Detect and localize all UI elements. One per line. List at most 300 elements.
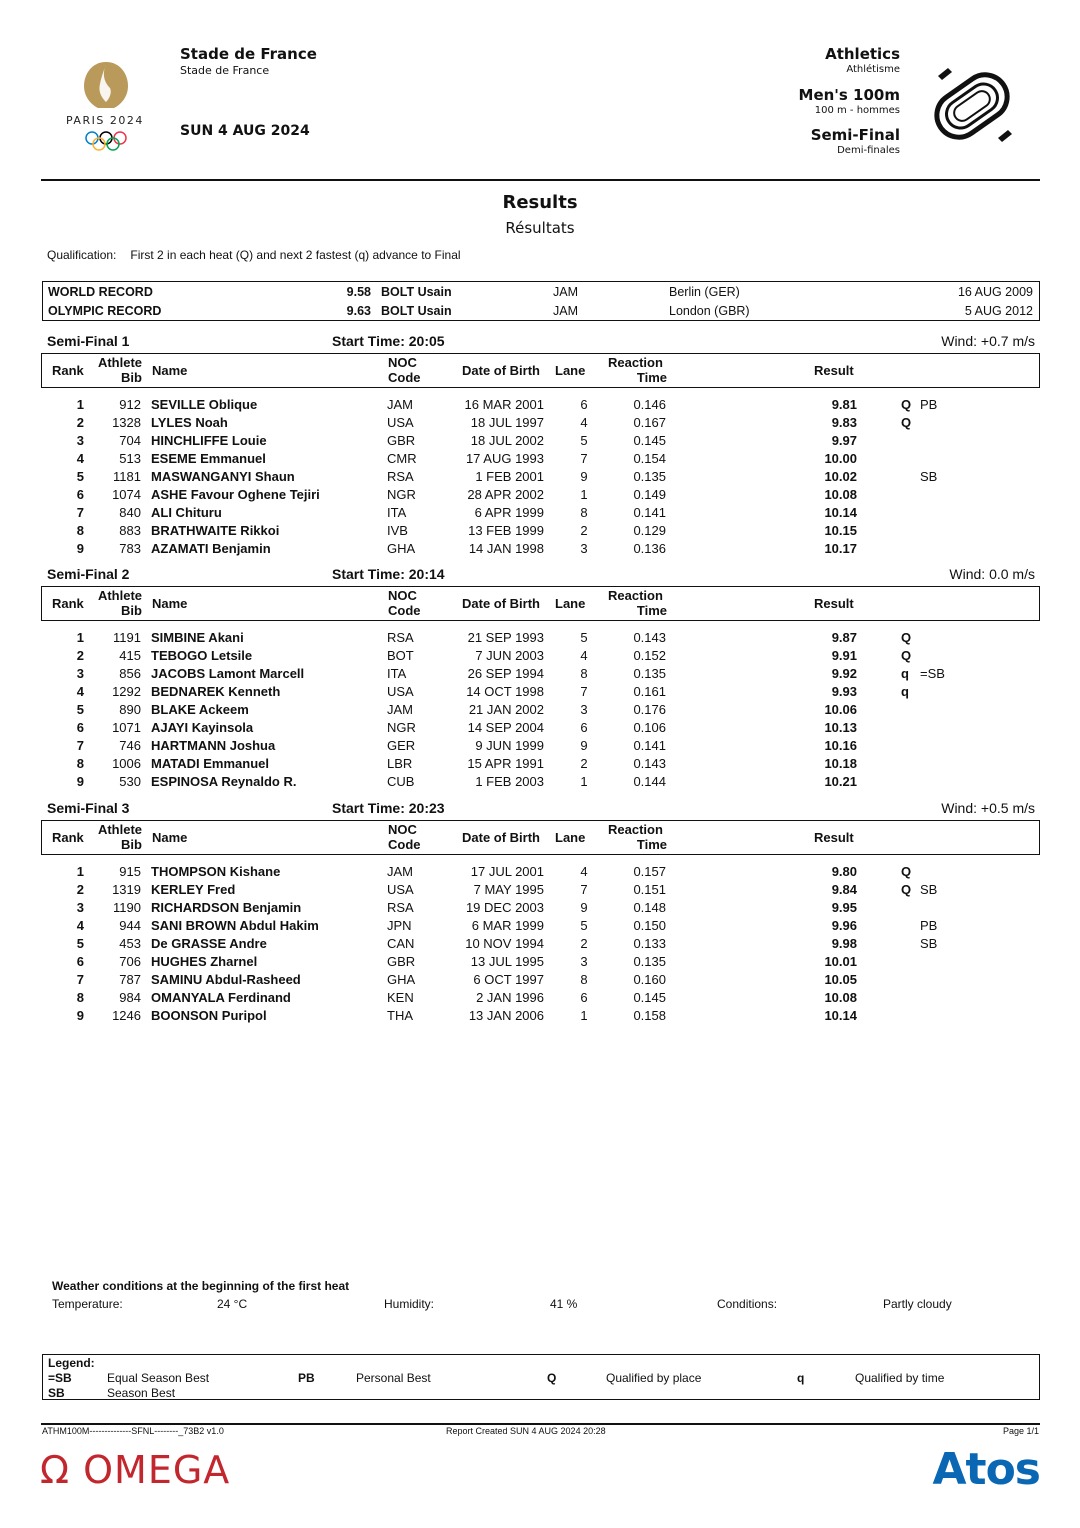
row-reaction: 0.161 — [633, 684, 666, 699]
row-qualification: Q — [901, 397, 912, 412]
row-lane: 3 — [580, 702, 588, 717]
row-noc: CUB — [387, 774, 415, 789]
row-qualification: q — [901, 684, 909, 699]
row-note: SB — [920, 936, 938, 951]
report-created: Report Created SUN 4 AUG 2024 20:28 — [446, 1426, 606, 1436]
row-qualification: Q — [901, 415, 912, 430]
athletics-track-icon — [924, 58, 1020, 154]
row-athlete-name: BLAKE Ackeem — [151, 702, 249, 717]
row-result: 9.87 — [831, 630, 857, 645]
row-rank: 4 — [76, 918, 84, 933]
row-noc: NGR — [387, 487, 416, 502]
row-reaction: 0.148 — [633, 900, 666, 915]
row-athlete-name: SEVILLE Oblique — [151, 397, 258, 412]
row-athlete-name: ALI Chituru — [151, 505, 222, 520]
conditions-value: Partly cloudy — [883, 1297, 952, 1311]
record-holder: BOLT Usain — [381, 285, 452, 299]
venue-subtitle: Stade de France — [180, 64, 270, 77]
row-result: 10.17 — [824, 541, 857, 556]
legend-code: =SB — [48, 1371, 72, 1385]
row-lane: 2 — [580, 523, 588, 538]
row-qualification: Q — [901, 882, 912, 897]
page-number: Page 1/1 — [1002, 1426, 1039, 1436]
col-result: Result — [814, 363, 854, 378]
row-reaction: 0.143 — [633, 756, 666, 771]
row-reaction: 0.135 — [633, 469, 666, 484]
row-athlete-name: MATADI Emmanuel — [151, 756, 269, 771]
legend-desc: Qualified by place — [606, 1371, 702, 1385]
row-athlete-name: TEBOGO Letsile — [151, 648, 253, 663]
row-noc: USA — [387, 882, 414, 897]
row-result: 10.01 — [824, 954, 857, 969]
row-dob: 13 FEB 1999 — [468, 523, 544, 538]
row-noc: JAM — [387, 702, 413, 717]
row-athlete-name: OMANYALA Ferdinand — [151, 990, 291, 1005]
heat-start-time: Start Time: 20:23 — [332, 800, 445, 816]
row-athlete-name: KERLEY Fred — [151, 882, 236, 897]
row-lane: 4 — [580, 648, 588, 663]
row-reaction: 0.160 — [633, 972, 666, 987]
row-lane: 8 — [580, 972, 588, 987]
row-lane: 7 — [580, 451, 588, 466]
row-dob: 16 MAR 2001 — [464, 397, 544, 412]
col-reaction-2: Time — [636, 370, 667, 385]
row-bib: 915 — [119, 864, 141, 879]
row-reaction: 0.149 — [633, 487, 666, 502]
col-reaction-1: Reaction — [608, 588, 663, 603]
row-lane: 3 — [580, 954, 588, 969]
event-date: SUN 4 AUG 2024 — [180, 123, 310, 139]
row-rank: 5 — [76, 936, 84, 951]
temperature-label: Temperature: — [52, 1297, 123, 1311]
row-reaction: 0.150 — [633, 918, 666, 933]
row-lane: 9 — [580, 900, 588, 915]
row-note: SB — [920, 882, 938, 897]
row-result: 9.93 — [831, 684, 857, 699]
row-athlete-name: THOMPSON Kishane — [151, 864, 281, 879]
row-athlete-name: SAMINU Abdul-Rasheed — [151, 972, 301, 987]
col-lane: Lane — [555, 830, 586, 845]
row-dob: 18 JUL 1997 — [470, 415, 544, 430]
row-reaction: 0.143 — [633, 630, 666, 645]
col-noc-1: NOC — [388, 588, 417, 603]
row-result: 9.80 — [831, 864, 857, 879]
row-rank: 8 — [76, 756, 84, 771]
record-date: 5 AUG 2012 — [964, 304, 1033, 318]
qualification-rule — [47, 248, 475, 262]
record-date: 16 AUG 2009 — [957, 285, 1033, 299]
record-time: 9.63 — [346, 304, 371, 318]
col-noc-2: Code — [388, 603, 421, 618]
row-note: SB — [920, 469, 938, 484]
footer-divider — [41, 1423, 1040, 1425]
col-result: Result — [814, 830, 854, 845]
row-lane: 3 — [580, 541, 588, 556]
omega-logo: Ω OMEGA — [40, 1448, 231, 1492]
record-holder: BOLT Usain — [381, 304, 452, 318]
row-athlete-name: MASWANGANYI Shaun — [151, 469, 295, 484]
row-lane: 2 — [580, 936, 588, 951]
row-rank: 6 — [76, 720, 84, 735]
row-note: =SB — [920, 666, 945, 681]
col-noc-1: NOC — [388, 355, 417, 370]
heat-wind: Wind: +0.5 m/s — [941, 800, 1035, 816]
row-noc: KEN — [387, 990, 414, 1005]
row-lane: 7 — [580, 684, 588, 699]
row-noc: RSA — [387, 630, 414, 645]
row-athlete-name: AZAMATI Benjamin — [151, 541, 271, 556]
row-dob: 10 NOV 1994 — [465, 936, 544, 951]
row-dob: 13 JUL 1995 — [470, 954, 544, 969]
row-dob: 1 FEB 2003 — [475, 774, 544, 789]
col-bib-1: Athlete — [97, 822, 142, 837]
heat-title: Semi-Final 1 — [47, 333, 130, 349]
row-dob: 19 DEC 2003 — [465, 900, 544, 915]
row-dob: 26 SEP 1994 — [467, 666, 544, 681]
column-header — [41, 820, 1040, 855]
row-bib: 706 — [119, 954, 141, 969]
sport-title: Athletics — [825, 45, 900, 63]
row-dob: 21 SEP 1993 — [467, 630, 544, 645]
record-place: London (GBR) — [669, 304, 750, 318]
col-bib-2: Bib — [121, 603, 142, 618]
record-noc: JAM — [553, 285, 578, 299]
conditions-label: Conditions: — [717, 1297, 778, 1311]
row-noc: GHA — [387, 541, 416, 556]
row-result: 10.15 — [824, 523, 857, 538]
row-reaction: 0.154 — [633, 451, 666, 466]
row-bib: 984 — [119, 990, 141, 1005]
record-place: Berlin (GER) — [669, 285, 740, 299]
row-dob: 6 OCT 1997 — [473, 972, 544, 987]
row-athlete-name: BOONSON Puripol — [151, 1008, 267, 1023]
row-result: 10.05 — [824, 972, 857, 987]
col-name: Name — [152, 363, 188, 378]
row-reaction: 0.141 — [633, 738, 666, 753]
row-lane: 6 — [580, 720, 588, 735]
row-noc: LBR — [387, 756, 413, 771]
qualification-label: Qualification: — [47, 248, 117, 262]
humidity-label: Humidity: — [384, 1297, 435, 1311]
row-athlete-name: ESEME Emmanuel — [151, 451, 266, 466]
row-dob: 7 MAY 1995 — [473, 882, 544, 897]
row-reaction: 0.135 — [633, 954, 666, 969]
row-rank: 8 — [76, 990, 84, 1005]
row-noc: GBR — [387, 433, 416, 448]
legend-desc: Equal Season Best — [107, 1371, 210, 1385]
row-result: 9.84 — [831, 882, 857, 897]
row-rank: 8 — [76, 523, 84, 538]
row-lane: 9 — [580, 738, 588, 753]
row-rank: 2 — [76, 415, 84, 430]
row-bib: 453 — [119, 936, 141, 951]
row-note: PB — [920, 397, 938, 412]
row-rank: 4 — [76, 451, 84, 466]
row-noc: ITA — [387, 505, 407, 520]
row-bib: 883 — [119, 523, 141, 538]
row-bib: 944 — [119, 918, 141, 933]
row-noc: JAM — [387, 864, 413, 879]
row-noc: RSA — [387, 469, 414, 484]
legend-desc: Qualified by time — [855, 1371, 945, 1385]
row-noc: JAM — [387, 397, 413, 412]
heat-start-time: Start Time: 20:05 — [332, 333, 445, 349]
row-rank: 9 — [76, 1008, 84, 1023]
col-dob: Date of Birth — [462, 363, 540, 378]
row-athlete-name: ESPINOSA Reynaldo R. — [151, 774, 297, 789]
row-noc: GER — [387, 738, 416, 753]
row-reaction: 0.158 — [633, 1008, 666, 1023]
row-dob: 6 MAR 1999 — [471, 918, 544, 933]
phase-title: Semi-Final — [810, 126, 900, 144]
atos-logo: Atos — [932, 1444, 1040, 1495]
row-noc: RSA — [387, 900, 414, 915]
row-reaction: 0.145 — [633, 990, 666, 1005]
row-qualification: Q — [901, 864, 912, 879]
row-reaction: 0.157 — [633, 864, 666, 879]
legend-code: SB — [48, 1386, 65, 1400]
row-dob: 6 APR 1999 — [474, 505, 544, 520]
header-divider — [41, 179, 1040, 181]
row-dob: 7 JUN 2003 — [475, 648, 544, 663]
row-athlete-name: De GRASSE Andre — [151, 936, 267, 951]
row-dob: 1 FEB 2001 — [475, 469, 544, 484]
row-lane: 4 — [580, 415, 588, 430]
col-rank: Rank — [52, 830, 84, 845]
legend-code: Q — [547, 1371, 557, 1385]
page-subtitle: Résultats — [505, 219, 575, 237]
row-bib: 783 — [119, 541, 141, 556]
row-bib: 746 — [119, 738, 141, 753]
heat-title: Semi-Final 3 — [47, 800, 130, 816]
row-noc: JPN — [387, 918, 412, 933]
row-rank: 9 — [76, 541, 84, 556]
legend-title: Legend: — [48, 1356, 95, 1370]
row-bib: 1071 — [112, 720, 141, 735]
row-dob: 14 JAN 1998 — [468, 541, 544, 556]
row-bib: 912 — [119, 397, 141, 412]
legend-box — [42, 1354, 1040, 1400]
col-noc-2: Code — [388, 837, 421, 852]
venue-title: Stade de France — [180, 45, 317, 63]
row-result: 9.97 — [831, 433, 857, 448]
row-bib: 513 — [119, 451, 141, 466]
row-bib: 856 — [119, 666, 141, 681]
col-reaction-2: Time — [636, 603, 667, 618]
row-result: 10.18 — [824, 756, 857, 771]
row-lane: 4 — [580, 864, 588, 879]
row-lane: 5 — [580, 918, 588, 933]
legend-desc: Personal Best — [356, 1371, 431, 1385]
qualification-text: First 2 in each heat (Q) and next 2 fastest (q) advance to Final — [130, 248, 461, 262]
col-reaction-2: Time — [636, 837, 667, 852]
row-result: 10.08 — [824, 487, 857, 502]
row-athlete-name: HARTMANN Joshua — [151, 738, 276, 753]
row-rank: 3 — [76, 433, 84, 448]
sport-subtitle: Athlétisme — [846, 64, 900, 75]
row-lane: 8 — [580, 505, 588, 520]
row-result: 10.08 — [824, 990, 857, 1005]
col-bib-1: Athlete — [97, 355, 142, 370]
row-dob: 15 APR 1991 — [467, 756, 544, 771]
row-result: 9.95 — [831, 900, 857, 915]
row-noc: BOT — [387, 648, 414, 663]
row-dob: 28 APR 2002 — [467, 487, 544, 502]
row-bib: 530 — [119, 774, 141, 789]
record-noc: JAM — [553, 304, 578, 318]
event-subtitle: 100 m - hommes — [814, 105, 900, 116]
row-result: 9.96 — [831, 918, 857, 933]
paris-2024-emblem — [78, 58, 134, 118]
row-bib: 890 — [119, 702, 141, 717]
row-athlete-name: RICHARDSON Benjamin — [151, 900, 302, 915]
row-dob: 17 AUG 1993 — [465, 451, 544, 466]
row-qualification: q — [901, 666, 909, 681]
row-result: 9.81 — [831, 397, 857, 412]
row-rank: 2 — [76, 648, 84, 663]
record-type: OLYMPIC RECORD — [48, 304, 162, 318]
row-rank: 1 — [76, 397, 84, 412]
document-code: ATHM100M--------------SFNL--------_73B2 v1.0 — [42, 1426, 224, 1436]
row-rank: 3 — [76, 666, 84, 681]
phase-subtitle: Demi-finales — [837, 145, 900, 156]
row-lane: 7 — [580, 882, 588, 897]
row-note: PB — [920, 918, 938, 933]
row-athlete-name: BRATHWAITE Rikkoi — [151, 523, 280, 538]
row-lane: 5 — [580, 630, 588, 645]
row-bib: 787 — [119, 972, 141, 987]
row-athlete-name: HINCHLIFFE Louie — [151, 433, 267, 448]
col-dob: Date of Birth — [462, 830, 540, 845]
row-dob: 2 JAN 1996 — [476, 990, 544, 1005]
row-reaction: 0.176 — [633, 702, 666, 717]
legend-code: PB — [298, 1371, 315, 1385]
col-lane: Lane — [555, 363, 586, 378]
row-rank: 6 — [76, 487, 84, 502]
col-bib-2: Bib — [121, 837, 142, 852]
row-bib: 840 — [119, 505, 141, 520]
row-reaction: 0.106 — [633, 720, 666, 735]
row-result: 10.06 — [824, 702, 857, 717]
row-lane: 5 — [580, 433, 588, 448]
row-reaction: 0.167 — [633, 415, 666, 430]
col-lane: Lane — [555, 596, 586, 611]
row-rank: 3 — [76, 900, 84, 915]
row-rank: 6 — [76, 954, 84, 969]
row-bib: 1006 — [112, 756, 141, 771]
row-bib: 1191 — [113, 630, 141, 645]
row-dob: 18 JUL 2002 — [470, 433, 544, 448]
row-bib: 1292 — [112, 684, 141, 699]
row-dob: 14 SEP 2004 — [467, 720, 544, 735]
col-name: Name — [152, 830, 188, 845]
records-box — [42, 281, 1040, 321]
legend-desc: Season Best — [107, 1386, 176, 1400]
row-athlete-name: BEDNAREK Kenneth — [151, 684, 281, 699]
row-athlete-name: ASHE Favour Oghene Tejiri — [151, 487, 320, 502]
col-dob: Date of Birth — [462, 596, 540, 611]
row-rank: 1 — [76, 630, 84, 645]
row-noc: THA — [387, 1008, 413, 1023]
row-dob: 14 OCT 1998 — [466, 684, 544, 699]
row-reaction: 0.135 — [633, 666, 666, 681]
row-noc: USA — [387, 684, 414, 699]
row-result: 10.16 — [824, 738, 857, 753]
record-time: 9.58 — [346, 285, 371, 299]
row-athlete-name: AJAYI Kayinsola — [151, 720, 254, 735]
row-rank: 7 — [76, 972, 84, 987]
row-athlete-name: LYLES Noah — [151, 415, 228, 430]
row-reaction: 0.146 — [633, 397, 666, 412]
paris-2024-wordmark: PARIS 2024 — [66, 114, 144, 127]
row-reaction: 0.152 — [633, 648, 666, 663]
col-reaction-1: Reaction — [608, 822, 663, 837]
row-reaction: 0.144 — [633, 774, 666, 789]
row-qualification: Q — [901, 630, 912, 645]
row-rank: 7 — [76, 505, 84, 520]
col-noc-2: Code — [388, 370, 421, 385]
row-reaction: 0.136 — [633, 541, 666, 556]
col-bib-2: Bib — [121, 370, 142, 385]
row-noc: CAN — [387, 936, 415, 951]
row-noc: ITA — [387, 666, 407, 681]
row-lane: 1 — [580, 1008, 588, 1023]
row-lane: 8 — [580, 666, 588, 681]
humidity-value: 41 % — [550, 1297, 578, 1311]
col-rank: Rank — [52, 363, 84, 378]
row-noc: GBR — [387, 954, 416, 969]
row-result: 10.14 — [824, 505, 857, 520]
row-reaction: 0.129 — [633, 523, 666, 538]
row-result: 9.83 — [831, 415, 857, 430]
row-rank: 9 — [76, 774, 84, 789]
row-qualification: Q — [901, 648, 912, 663]
row-lane: 1 — [580, 487, 588, 502]
row-dob: 21 JAN 2002 — [468, 702, 544, 717]
row-result: 10.14 — [824, 1008, 857, 1023]
row-rank: 4 — [76, 684, 84, 699]
row-lane: 1 — [580, 774, 588, 789]
col-noc-1: NOC — [388, 822, 417, 837]
record-type: WORLD RECORD — [48, 285, 153, 299]
col-result: Result — [814, 596, 854, 611]
row-athlete-name: JACOBS Lamont Marcell — [151, 666, 305, 681]
column-header — [41, 353, 1040, 388]
row-dob: 9 JUN 1999 — [475, 738, 544, 753]
row-bib: 1181 — [113, 469, 141, 484]
event-title: Men's 100m — [798, 86, 900, 104]
row-bib: 1328 — [112, 415, 141, 430]
row-rank: 5 — [76, 702, 84, 717]
row-rank: 2 — [76, 882, 84, 897]
row-reaction: 0.151 — [633, 882, 666, 897]
row-dob: 17 JUL 2001 — [470, 864, 544, 879]
row-rank: 5 — [76, 469, 84, 484]
row-result: 10.13 — [824, 720, 857, 735]
col-rank: Rank — [52, 596, 84, 611]
row-bib: 1074 — [112, 487, 141, 502]
row-noc: GHA — [387, 972, 416, 987]
row-bib: 1190 — [113, 900, 141, 915]
row-reaction: 0.145 — [633, 433, 666, 448]
row-noc: NGR — [387, 720, 416, 735]
row-result: 9.98 — [831, 936, 857, 951]
row-lane: 2 — [580, 756, 588, 771]
row-result: 10.00 — [824, 451, 857, 466]
row-bib: 704 — [119, 433, 141, 448]
row-bib: 415 — [119, 648, 141, 663]
row-noc: USA — [387, 415, 414, 430]
